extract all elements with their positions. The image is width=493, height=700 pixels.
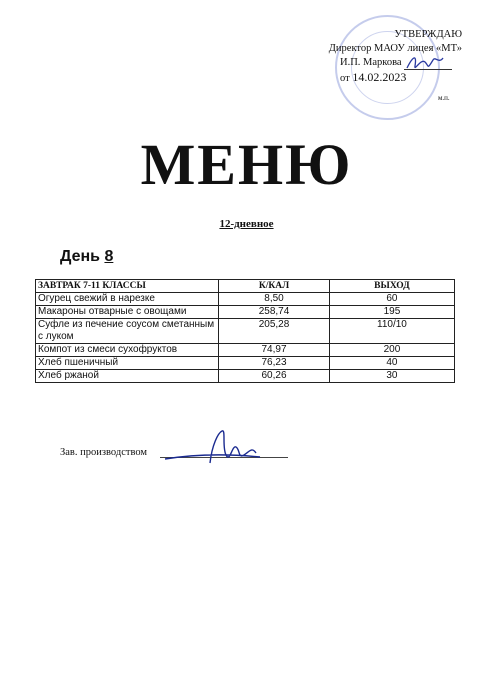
approval-name: И.П. Маркова bbox=[340, 57, 402, 68]
dish-kcal: 60,26 bbox=[219, 370, 330, 383]
table-row bbox=[36, 344, 455, 357]
dish-portion: 200 bbox=[329, 344, 454, 357]
production-manager bbox=[60, 447, 147, 458]
date-prefix: от bbox=[340, 73, 350, 84]
dish-name: Компот из смеси сухофруктов bbox=[36, 344, 219, 357]
day-heading bbox=[60, 248, 113, 266]
dish-portion: 110/10 bbox=[329, 319, 454, 344]
page-subtitle: 12-дневное bbox=[219, 218, 274, 230]
approval-title: УТВЕРЖДАЮ bbox=[394, 29, 462, 40]
header-meal: ЗАВТРАК 7-11 КЛАССЫ bbox=[36, 280, 219, 293]
day-label: День bbox=[60, 248, 100, 265]
dish-kcal: 258,74 bbox=[219, 306, 330, 319]
seal-mark: м.п. bbox=[438, 94, 450, 102]
dish-portion: 30 bbox=[329, 370, 454, 383]
page-title: МЕНЮ bbox=[140, 132, 353, 197]
dish-name: Макароны отварные с овощами bbox=[36, 306, 219, 319]
dish-name: Суфле из печение соусом сметанным с луком bbox=[36, 319, 219, 344]
dish-name: Хлеб пшеничный bbox=[36, 357, 219, 370]
header-portion: ВЫХОД bbox=[329, 280, 454, 293]
footer-label: Зав. производством bbox=[60, 447, 148, 458]
dish-name: Хлеб ржаной bbox=[36, 370, 219, 383]
dish-portion: 40 bbox=[329, 357, 454, 370]
table-row bbox=[36, 319, 455, 344]
dish-kcal: 205,28 bbox=[219, 319, 330, 344]
table-row bbox=[36, 293, 455, 306]
dish-name: Огурец свежий в нарезке bbox=[36, 293, 219, 306]
approval-date: 14.02.2023 bbox=[352, 70, 407, 84]
menu-table bbox=[35, 279, 455, 383]
dish-portion: 195 bbox=[329, 306, 454, 319]
table-header-row bbox=[36, 280, 455, 293]
dish-portion: 60 bbox=[329, 293, 454, 306]
table-row bbox=[36, 357, 455, 370]
dish-kcal: 8,50 bbox=[219, 293, 330, 306]
dish-kcal: 74,97 bbox=[219, 344, 330, 357]
day-number: 8 bbox=[104, 248, 114, 265]
table-row bbox=[36, 370, 455, 383]
director-signature bbox=[405, 52, 445, 74]
dish-kcal: 76,23 bbox=[219, 357, 330, 370]
header-kcal: К/КАЛ bbox=[219, 280, 330, 293]
manager-signature bbox=[160, 425, 270, 470]
table-row bbox=[36, 306, 455, 319]
approval-position: Директор МАОУ лицея «МТ» bbox=[328, 43, 462, 54]
